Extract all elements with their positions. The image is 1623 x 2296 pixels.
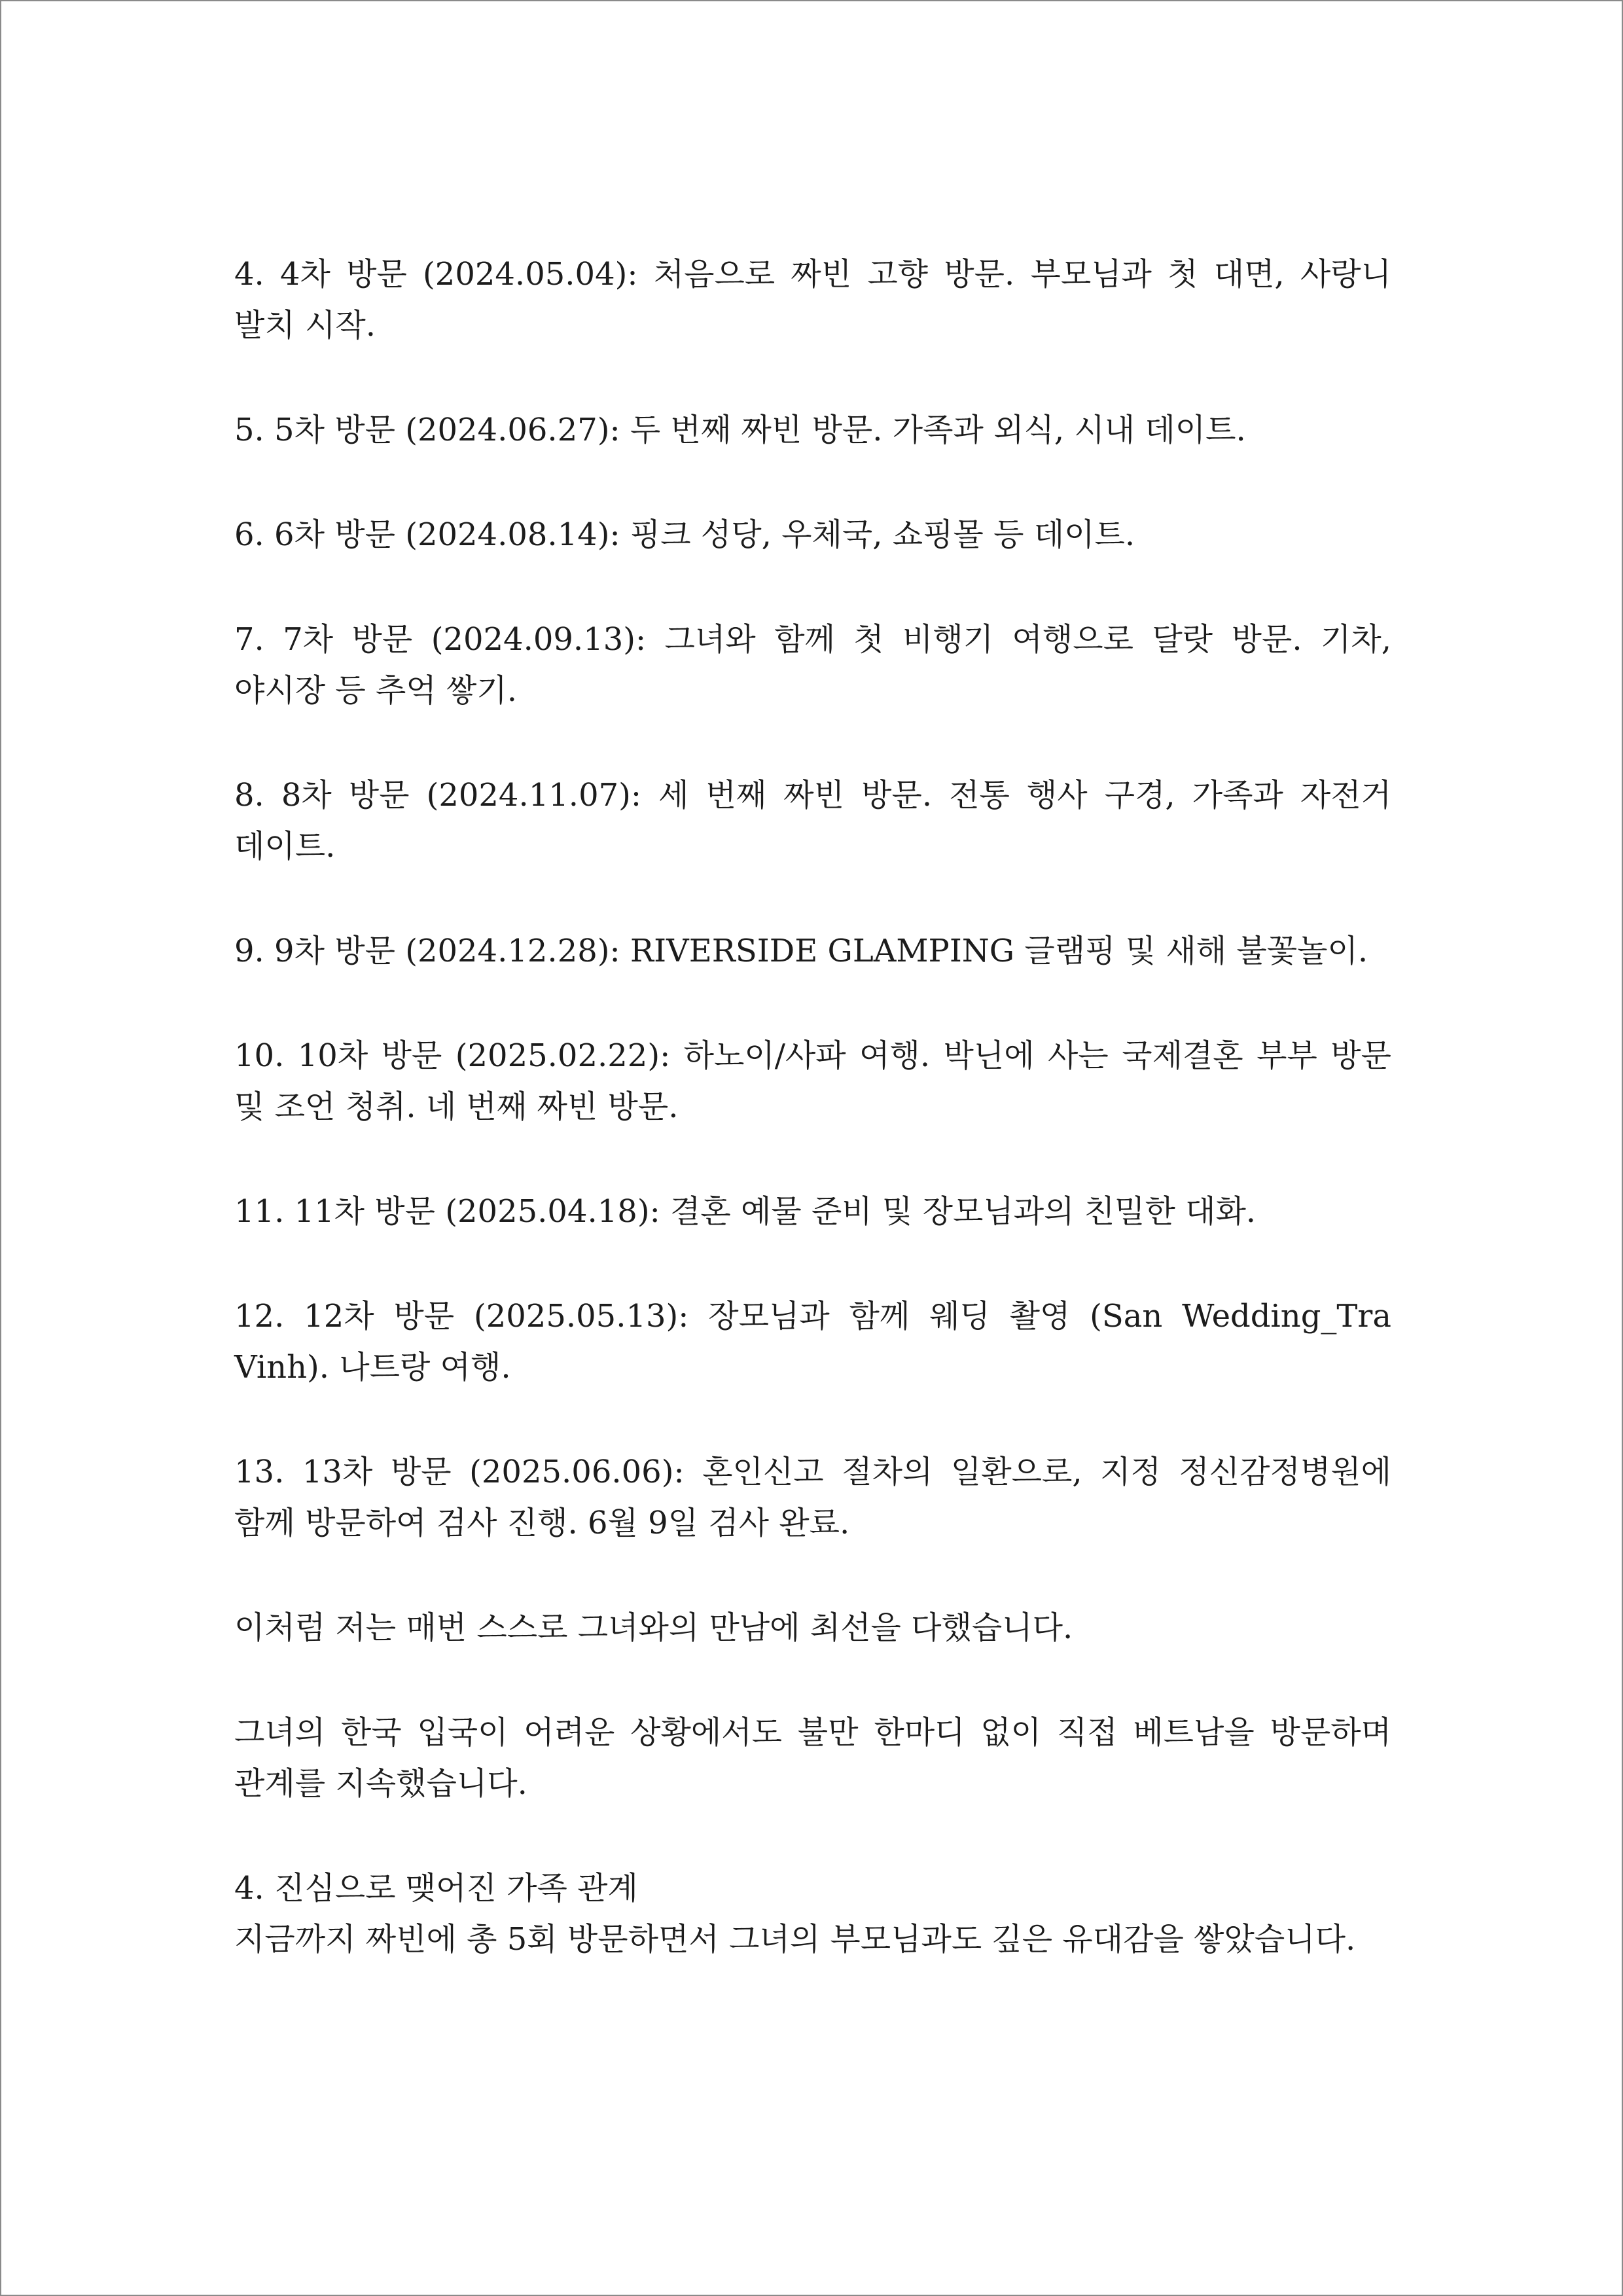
visit-item-13: 13. 13차 방문 (2025.06.06): 혼인신고 절차의 일환으로, 지정 정신감정병원에 함께 방문하여 검사 진행. 6월 9일 검사 완료. [234,1454,1391,1541]
visit-item-7: 7. 7차 방문 (2024.09.13): 그녀와 함께 첫 비행기 여행으로 달랏 방문. 기차, 야시장 등 추억 쌓기. [234,621,1391,709]
visit-item-10: 10. 10차 방문 (2025.02.22): 하노이/사파 여행. 박닌에 사는 국제결혼 부부 방문 및 조언 청취. 네 번째 짜빈 방문. [234,1037,1391,1125]
visit-item-4: 4. 4차 방문 (2024.05.04): 처음으로 짜빈 고향 방문. 부모님과 첫 대면, 사랑니 발치 시작. [234,256,1391,344]
summary-paragraph-1: 이처럼 저는 매번 스스로 그녀와의 만남에 최선을 다했습니다. [234,1609,1073,1646]
visit-item-8: 8. 8차 방문 (2024.11.07): 세 번째 짜빈 방문. 전통 행사 구경, 가족과 자전거 데이트. [234,777,1391,865]
visit-item-12: 12. 12차 방문 (2025.05.13): 장모님과 함께 웨딩 촬영 (San Wedding_Tra Vinh). 나트랑 여행. [234,1298,1391,1386]
document-body [234,249,1391,1965]
visit-item-9: 9. 9차 방문 (2024.12.28): RIVERSIDE GLAMPING 글램핑 및 새해 불꽃놀이. [234,933,1368,969]
visit-item-11: 11. 11차 방문 (2025.04.18): 결혼 예물 준비 및 장모님과의 친밀한 대화. [234,1193,1257,1230]
summary-paragraph-2: 그녀의 한국 입국이 어려운 상황에서도 불만 한마디 없이 직접 베트남을 방문하며 관계를 지속했습니다. [234,1714,1391,1802]
section-body: 지금까지 짜빈에 총 5회 방문하면서 그녀의 부모님과도 깊은 유대감을 쌓았습니다. [234,1921,1356,1958]
section-heading: 4. 진심으로 맺어진 가족 관계 [234,1870,638,1907]
visit-item-6: 6. 6차 방문 (2024.08.14): 핑크 성당, 우체국, 쇼핑몰 등 데이트. [234,516,1135,553]
visit-item-5: 5. 5차 방문 (2024.06.27): 두 번째 짜빈 방문. 가족과 외식, 시내 데이트. [234,412,1246,448]
